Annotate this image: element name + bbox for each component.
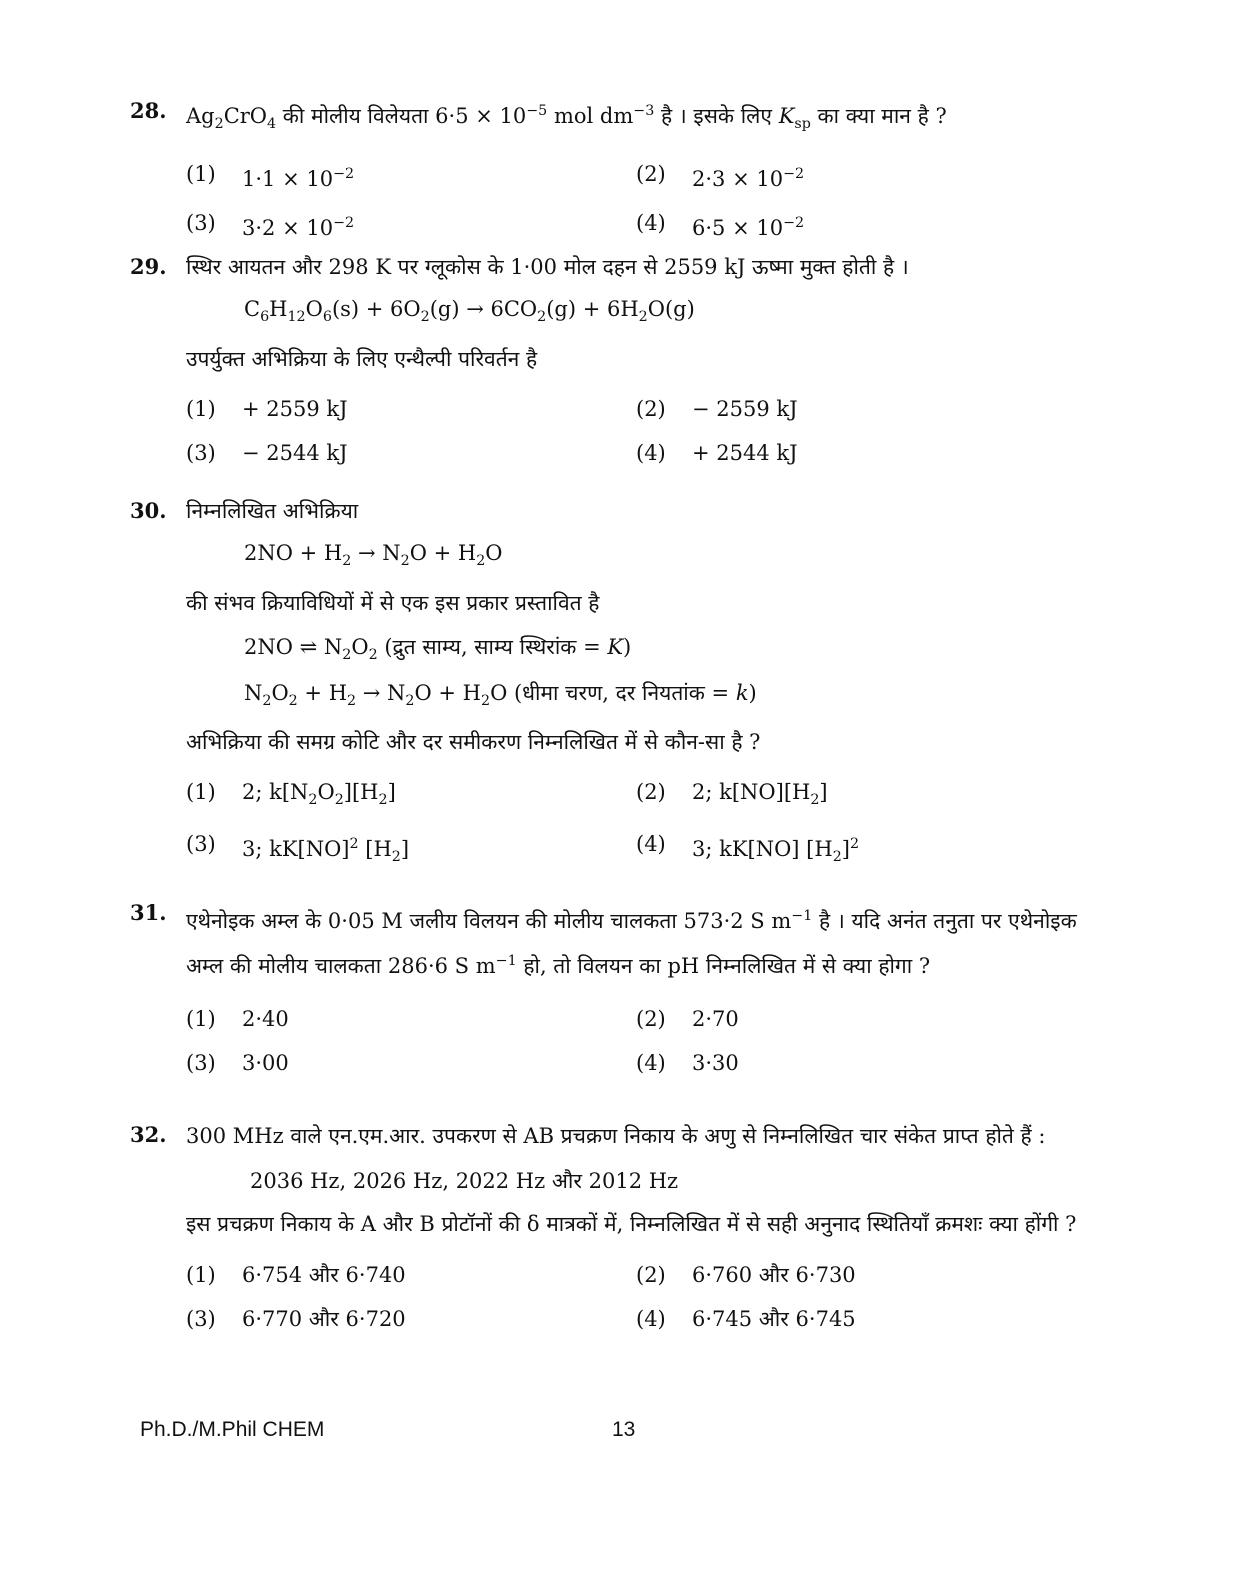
question-text-2: उपर्युक्त अभिक्रिया के लिए एन्थैल्पी परिवर्तन है [186, 347, 538, 372]
option-3: (3) $3\cdot 2 \times 10^{-2}$ [186, 211, 355, 241]
option-2: (2) 2·70 [636, 1007, 739, 1031]
question-number: 31. [130, 900, 167, 925]
option-3: (3) 3·00 [186, 1051, 289, 1075]
options [186, 392, 1120, 470]
reaction-equation: $C_6H_{12}O_6(s) + 6O_2(g) \to 6CO_2(g) + 6H_2O(g)$ [244, 297, 695, 326]
question-text-3: अभिक्रिया की समग्र कोटि और दर समीकरण निम्नलिखित में से कौन-सा है ? [186, 729, 761, 754]
question-text-2: की संभव क्रियाविधियों में से एक इस प्रकार प्रस्तावित है [186, 591, 600, 616]
question-text: निम्नलिखित अभिक्रिया [186, 499, 359, 523]
option-1: (1) 2·40 [186, 1007, 289, 1031]
reaction-equation: $2NO + H_2 \to N_2O + H_2O$ [244, 541, 503, 570]
option-2: (2) $2\cdot 3 \times 10^{-2}$ [636, 162, 805, 192]
option-4: (4) 6·745 और 6·745 [636, 1307, 856, 1331]
option-2: (2) − 2559 kJ [636, 397, 798, 422]
option-3: (3) 6·770 और 6·720 [186, 1307, 406, 1331]
question-text: $Ag_2CrO_4$ की मोलीय विलेयता $6\cdot 5 \times 10^{-5}$ mol $dm^{-3}$ है । इसके लिए $K_{sp}$ का क्या मान है ? [186, 103, 947, 133]
question-31 [130, 896, 1120, 1080]
question-29 [130, 250, 1120, 470]
question-32 [130, 1118, 1120, 1336]
question-text-2: इस प्रचक्रण निकाय के A और B प्रोटॉनों की δ मात्रकों में, निम्नलिखित में से सही अनुनाद स्थितियाँ क्रमशः क्या होंगी ? [186, 1212, 1077, 1236]
question-number: 30. [130, 498, 167, 523]
options [186, 1258, 1120, 1336]
options [186, 157, 1120, 245]
option-1: (1) 2; $k[N_2O_2][H_2]$ [186, 779, 396, 808]
option-4: (4) 3; kK[NO] $[H_2]^2$ [636, 831, 860, 865]
option-4: (4) $6\cdot 5 \times 10^{-2}$ [636, 211, 805, 241]
option-1: (1) 6·754 और 6·740 [186, 1263, 406, 1287]
option-4: (4) + 2544 kJ [636, 441, 798, 466]
option-3: (3) 3; kK[NO]$^2$ $[H_2]$ [186, 831, 410, 865]
option-2: (2) 6·760 और 6·730 [636, 1263, 856, 1287]
option-2: (2) 2; $k[NO][H_2]$ [636, 779, 828, 808]
question-number: 32. [130, 1122, 167, 1147]
footer-course: Ph.D./M.Phil CHEM [140, 1418, 325, 1441]
options [186, 775, 1120, 874]
question-text: 300 MHz वाले एन.एम.आर. उपकरण से AB प्रचक्रण निकाय के अणु से निम्नलिखित चार संकेत प्राप्त होते हैं : [186, 1124, 1046, 1148]
question-number: 29. [130, 254, 167, 279]
question-text: स्थिर आयतन और 298 K पर ग्लूकोस के 1·00 मोल दहन से 2559 kJ ऊष्मा मुक्त होती है । [186, 255, 909, 279]
signal-frequencies: 2036 Hz, 2026 Hz, 2022 Hz और 2012 Hz [250, 1169, 679, 1193]
option-3: (3) − 2544 kJ [186, 441, 348, 466]
option-1: (1) + 2559 kJ [186, 397, 348, 422]
footer-page-number: 13 [612, 1418, 636, 1441]
options [186, 1002, 1120, 1080]
mechanism-step-1: 2NO ⇌ $N_2O_2$ (द्रुत साम्य, साम्य स्थिरांक = K) [244, 635, 632, 664]
question-28 [130, 94, 1120, 245]
option-4: (4) 3·30 [636, 1051, 739, 1075]
option-1: (1) $1\cdot 1 \times 10^{-2}$ [186, 162, 355, 192]
mechanism-step-2: $N_2O_2 + H_2 \to N_2O + H_2O$ (धीमा चरण, दर नियतांक = k) [244, 681, 757, 710]
question-30 [130, 494, 1120, 874]
question-number: 28. [130, 98, 167, 123]
question-text: एथेनोइक अम्ल के 0·05 M जलीय विलयन की मोलीय चालकता 573·2 S $m^{-1}$ है । यदि अनंत तनुता पर एथेनोइक अम्ल की मोलीय चालकता 286·6 S $m^{-1}$ हो, तो विलयन का pH निम्नलिखित में से क्या होगा ? [186, 908, 1077, 978]
